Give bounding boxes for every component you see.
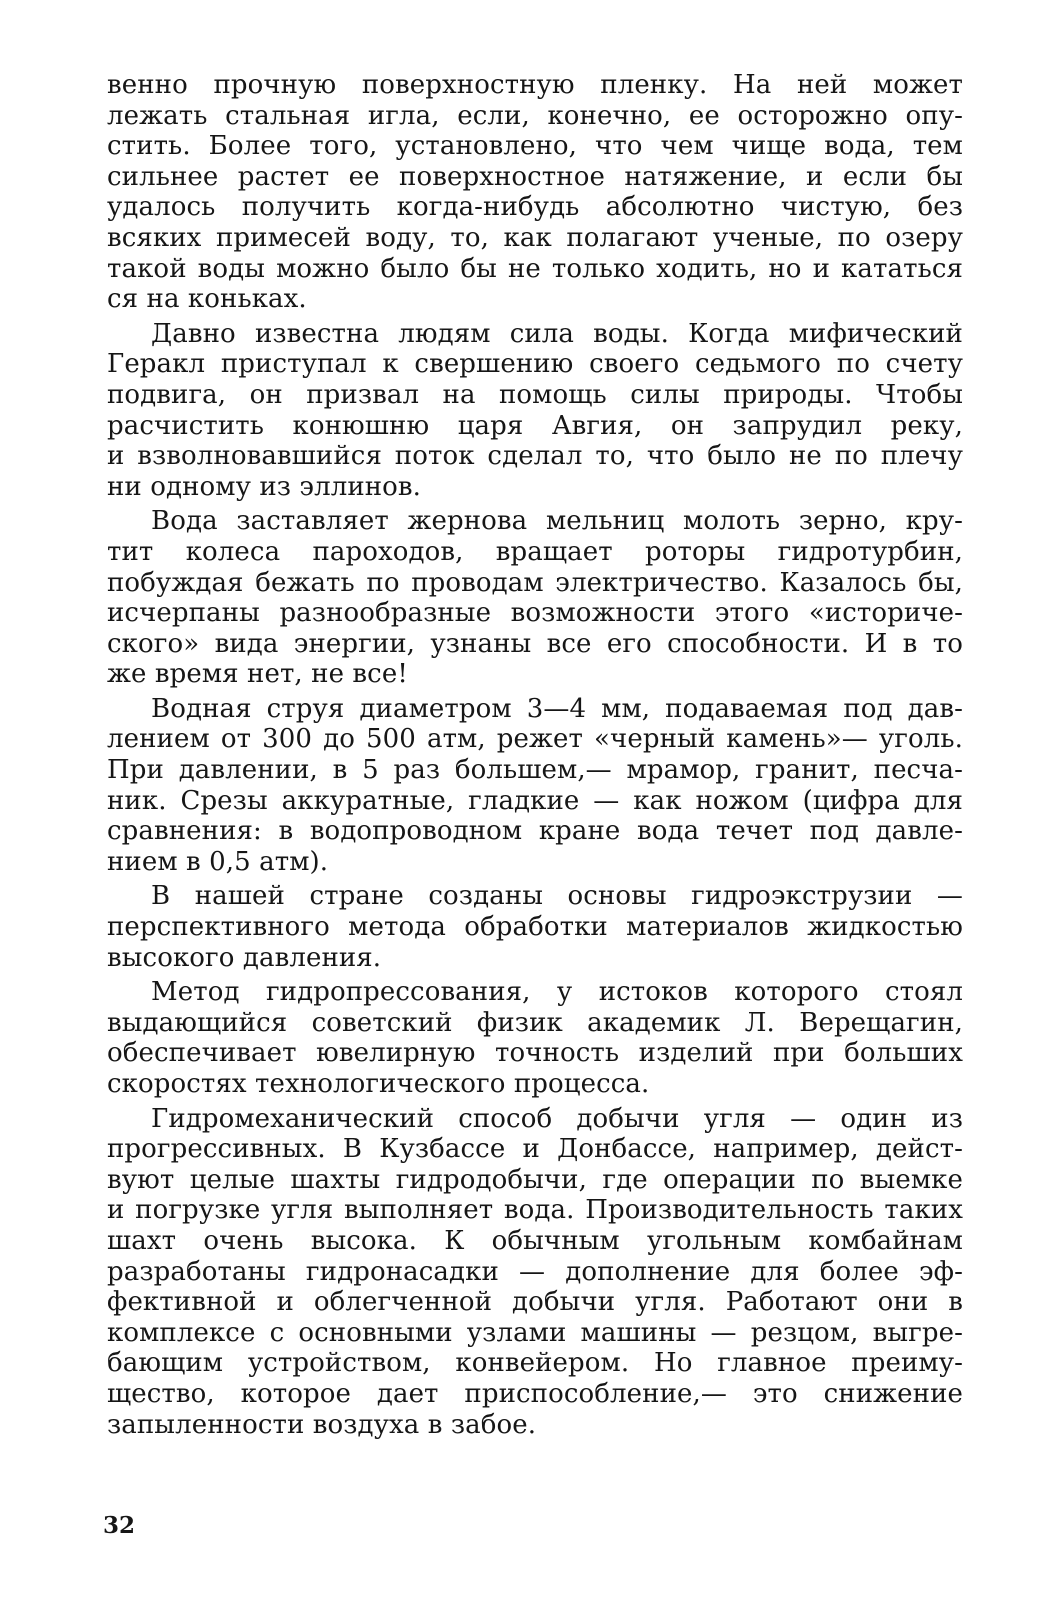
text-line: всяких примесей воду, то, как полагают ученые, по озеру bbox=[107, 222, 963, 253]
text-line: и погрузке угля выполняет вода. Производительность таких bbox=[107, 1195, 963, 1226]
page-number: 32 bbox=[103, 1512, 136, 1539]
text-line: перспективного метода обработки материалов жидкостью bbox=[107, 912, 963, 943]
text-line: подвига, он призвал на помощь силы природы. Чтобы bbox=[107, 379, 963, 410]
text-line: В нашей стране созданы основы гидроэкструзии — bbox=[151, 881, 963, 912]
text-line: запыленности воздуха в забое. bbox=[107, 1409, 537, 1440]
paragraph bbox=[107, 881, 963, 973]
text-line: нием в 0,5 атм). bbox=[107, 846, 329, 877]
text-line: прогрессивных. В Кузбассе и Донбассе, например, дейст- bbox=[107, 1134, 963, 1165]
paragraph bbox=[107, 319, 963, 503]
paragraph bbox=[107, 1104, 963, 1441]
text-line: ни одному из эллинов. bbox=[107, 471, 422, 502]
text-line: такой воды можно было бы не только ходить, но и кататься bbox=[107, 253, 963, 284]
paragraph bbox=[107, 977, 963, 1099]
text-line: шахт очень высока. К обычным угольным комбайнам bbox=[107, 1225, 963, 1256]
text-line: При давлении, в 5 раз большем,— мрамор, гранит, песча- bbox=[107, 755, 963, 786]
text-line: Водная струя диаметром 3—4 мм, подаваемая под дав- bbox=[151, 693, 963, 724]
text-line: щество, которое дает приспособление,— это снижение bbox=[107, 1378, 963, 1409]
text-line: сильнее растет ее поверхностное натяжение, и если бы bbox=[107, 161, 963, 192]
text-line: и взволновавшийся поток сделал то, что было не по плечу bbox=[107, 441, 963, 472]
text-line: лежать стальная игла, если, конечно, ее осторожно опу- bbox=[107, 100, 963, 131]
text-line: стить. Более того, установлено, что чем чище вода, тем bbox=[107, 131, 963, 162]
text-line: Гидромеханический способ добычи угля — один из bbox=[151, 1103, 963, 1134]
text-line: тит колеса пароходов, вращает роторы гидротурбин, bbox=[107, 536, 963, 567]
text-line: Давно известна людям сила воды. Когда мифический bbox=[151, 318, 963, 349]
text-line: комплексе с основными узлами машины — резцом, выгре- bbox=[107, 1317, 963, 1348]
text-line: ся на коньках. bbox=[107, 284, 307, 315]
paragraph bbox=[107, 506, 963, 690]
text-line: фективной и облегченной добычи угля. Работают они в bbox=[107, 1287, 963, 1318]
text-line: исчерпаны разнообразные возможности этого «историче- bbox=[107, 598, 963, 629]
text-line: ник. Срезы аккуратные, гладкие — как ножом (цифра для bbox=[107, 785, 963, 816]
text-line: Метод гидропрессования, у истоков которого стоял bbox=[151, 977, 963, 1008]
text-line: скоростях технологического процесса. bbox=[107, 1069, 650, 1099]
text-line: удалось получить когда-нибудь абсолютно чистую, без bbox=[107, 192, 963, 223]
body-text bbox=[107, 70, 963, 1440]
text-line: вуют целые шахты гидродобычи, где операции по выемке bbox=[107, 1164, 963, 1195]
text-line: Вода заставляет жернова мельниц молоть зерно, кру- bbox=[151, 506, 963, 537]
text-line: же время нет, не все! bbox=[107, 659, 408, 690]
text-line: обеспечивает ювелирную точность изделий при больших bbox=[107, 1038, 963, 1069]
text-line: побуждая бежать по проводам электричество. Казалось бы, bbox=[107, 567, 963, 598]
text-line: расчистить конюшню царя Авгия, он запрудил реку, bbox=[107, 410, 963, 441]
paragraph bbox=[107, 694, 963, 878]
text-line: лением от 300 до 500 атм, режет «черный камень»— уголь. bbox=[107, 724, 963, 755]
text-line: Геракл приступал к свершению своего седьмого по счету bbox=[107, 349, 963, 380]
text-line: выдающийся советский физик академик Л. Верещагин, bbox=[107, 1007, 963, 1038]
text-line: высокого давления. bbox=[107, 942, 382, 973]
text-line: сравнения: в водопроводном кране вода течет под давле- bbox=[107, 816, 963, 847]
text-line: венно прочную поверхностную пленку. На ней может bbox=[107, 70, 963, 100]
text-line: разработаны гидронасадки — дополнение для более эф- bbox=[107, 1256, 963, 1287]
text-line: бающим устройством, конвейером. Но главное преиму- bbox=[107, 1348, 963, 1379]
text-line: ского» вида энергии, узнаны все его способности. И в то bbox=[107, 628, 963, 659]
paragraph bbox=[107, 70, 963, 315]
